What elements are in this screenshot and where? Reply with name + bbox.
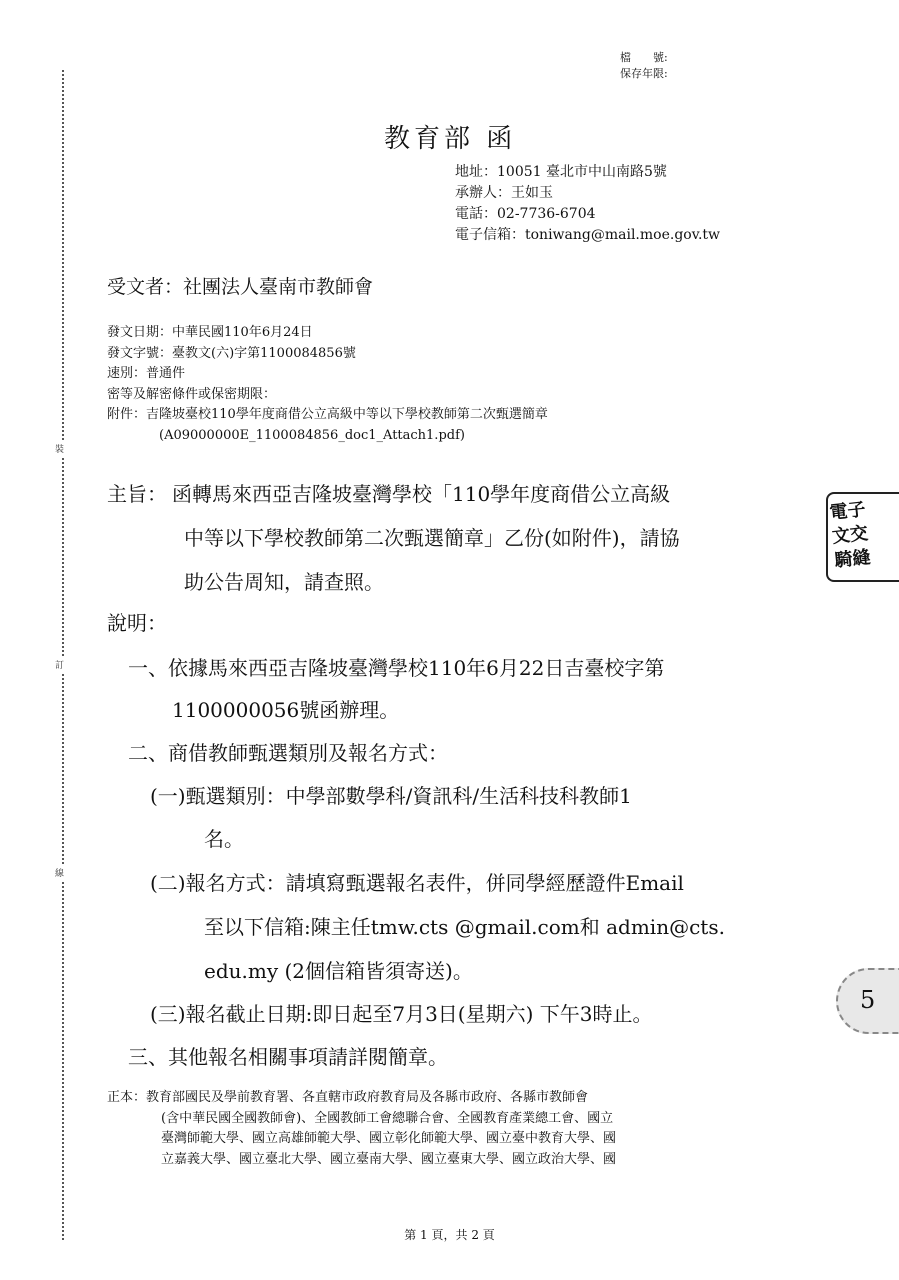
retention-label: 保存年限: [620, 67, 668, 80]
file-number-label: 檔 號: [620, 51, 668, 64]
explanation-label: 說明： [107, 611, 167, 635]
explanation-subitem: edu.my (2個信箱皆須寄送)。 [204, 959, 473, 983]
binding-mark: 線 [55, 864, 64, 881]
cc-line: 臺灣師範大學、國立高雄師範大學、國立彰化師範大學、國立臺中教育大學、國 [161, 1131, 617, 1146]
address: 地址：10051 臺北市中山南路5號 [455, 164, 667, 180]
cc-line: 立嘉義大學、國立臺北大學、國立臺南大學、國立臺東大學、國立政治大學、國 [161, 1151, 617, 1167]
explanation-subitem: (一)甄選類別：中學部數學科/資訊科/生活科技科教師1 [150, 784, 632, 808]
document-number: 發文字號：臺教文(六)字第1100084856號 [107, 345, 356, 361]
cc-line: 正本：教育部國民及學前教育署、各直轄市政府教育局及各縣市政府、各縣市教師會 [107, 1090, 589, 1105]
seal-stamp [826, 492, 899, 582]
subject-line: 助公告周知，請查照。 [184, 570, 384, 594]
stamp-text: 騎縫 [833, 546, 872, 572]
security-level: 密等及解密條件或保密期限： [107, 386, 277, 402]
recipient: 受文者：社團法人臺南市教師會 [107, 276, 374, 298]
explanation-item: 二、商借教師甄選類別及報名方式： [128, 741, 448, 765]
badge-number: 5 [860, 986, 876, 1014]
issue-date: 發文日期：中華民國110年6月24日 [107, 325, 313, 340]
cc-line: (含中華民國全國教師會)、全國教師工會總聯合會、全國教育產業總工會、國立 [161, 1110, 614, 1126]
speed: 速別：普通件 [107, 366, 186, 381]
explanation-subitem: (二)報名方式：請填寫甄選報名表件，併同學經歷證件Email [150, 871, 684, 895]
binding-mark: 裝 [55, 440, 64, 457]
page-badge [836, 968, 899, 1034]
archive-info [620, 50, 668, 82]
carbon-copy [107, 1088, 616, 1170]
page-footer: 第 1 頁，共 2 頁 [404, 1228, 495, 1242]
contact-block [455, 162, 720, 246]
stamp-text: 文交 [831, 522, 870, 548]
explanation-item: 一、依據馬來西亞吉隆坡臺灣學校110年6月22日吉臺校字第 [128, 656, 665, 680]
explanation-item: 1100000056號函辦理。 [172, 698, 400, 722]
stamp-text: 電子 [828, 499, 867, 524]
explanation-subitem: (三)報名截止日期:即日起至7月3日(星期六) 下午3時止。 [150, 1002, 653, 1026]
explanation-item: 三、其他報名相關事項請詳閱簡章。 [128, 1045, 448, 1069]
phone: 電話：02-7736-6704 [455, 206, 596, 222]
email: 電子信箱：toniwang@mail.moe.gov.tw [455, 227, 721, 243]
document-title: 教育部 函 [384, 124, 517, 154]
explanation-subitem: 名。 [204, 827, 244, 851]
attachment-file: (A09000000E_1100084856_doc1_Attach1.pdf) [159, 427, 465, 443]
attachment: 附件：吉隆坡臺校110學年度商借公立高級中等以下學校教師第二次甄選簡章 [107, 407, 548, 422]
officer: 承辦人：王如玉 [455, 185, 553, 201]
subject-line: 中等以下學校教師第二次甄選簡章」乙份(如附件)，請協 [184, 526, 680, 550]
explanation-subitem: 至以下信箱:陳主任tmw.cts @gmail.com和 admin@cts. [204, 915, 725, 939]
document-meta [107, 323, 548, 446]
binding-mark: 訂 [55, 656, 64, 673]
subject-line: 函轉馬來西亞吉隆坡臺灣學校「110學年度商借公立高級 [172, 482, 671, 506]
binding-line [62, 70, 64, 1240]
subject-label: 主旨： [107, 482, 167, 506]
